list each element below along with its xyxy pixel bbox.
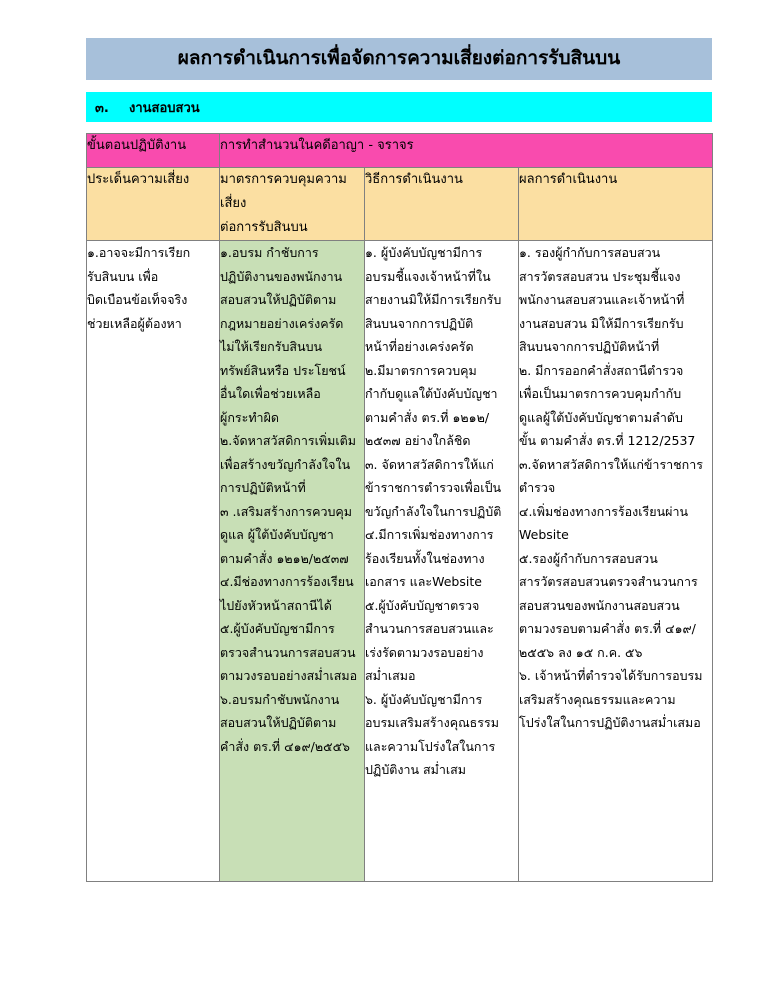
cell-method	[365, 241, 519, 882]
text-line: Website	[519, 527, 569, 543]
text-line: อบรมเสริมสร้างคุณธรรม	[365, 715, 499, 731]
text-line: ดูแลผู้ใต้บังคับบัญชาตามลำดับ	[519, 409, 683, 425]
text-line: สารวัตรสอบสวน ประชุมชี้แจง	[519, 268, 681, 284]
header-result: ผลการดำเนินงาน	[519, 168, 713, 241]
page-title: ผลการดำเนินการเพื่อจัดการความเสี่ยงต่อการรับสินบน	[177, 47, 621, 70]
table-header-row-top	[87, 134, 713, 168]
text-line: ๓.จัดหาสวัสดิการให้แก่ข้าราชการ	[519, 456, 703, 472]
text-line: ร้องเรียนทั้งในช่องทาง	[365, 550, 485, 566]
text-line: ตามวงรอบตามคำสั่ง ตร.ที่ ๔๑๙/	[519, 621, 696, 637]
text-line: พนักงานสอบสวนและเจ้าหน้าที่	[519, 292, 685, 308]
cell-risk-issue	[87, 241, 220, 882]
header-control-measure-line1: มาตรการควบคุมความเสี่ยง	[220, 172, 347, 212]
text-line: สารวัตรสอบสวนตรวจสำนวนการ	[519, 574, 698, 590]
text-line: เอกสาร และWebsite	[365, 574, 482, 590]
text-line: ปฏิบัติงานของพนักงาน	[220, 268, 343, 284]
section-heading-bar	[86, 92, 712, 122]
text-line: โปร่งใสในการปฏิบัติงานสม่ำเสมอ	[519, 715, 701, 731]
section-number: ๓.	[95, 100, 109, 116]
text-line: ตามคำสั่ง ๑๒๑๒/๒๕๓๗	[220, 550, 349, 566]
text-line: ๒๕๓๗ อย่างใกล้ชิด	[365, 433, 471, 449]
header-risk-issue: ประเด็นความเสี่ยง	[87, 168, 220, 241]
text-line: อบรมชี้แจงเจ้าหน้าที่ใน	[365, 268, 491, 284]
header-method: วิธีการดำเนินงาน	[365, 168, 519, 241]
header-control-measure-line2: ต่อการรับสินบน	[220, 220, 308, 236]
text-line: ๒.มีมาตรการควบคุม	[365, 362, 477, 378]
text-line: บิดเบือนข้อเท็จจริง	[87, 292, 188, 308]
text-line: ๖.อบรมกำชับพนักงาน	[220, 691, 340, 707]
text-line: ขวัญกำลังใจในการปฏิบัติ	[365, 503, 502, 519]
header-case-work: การทำสำนวนในคดีอาญา - จราจร	[220, 134, 713, 168]
text-line: ๕.รองผู้กำกับการสอบสวน	[519, 550, 658, 566]
text-line: สอบสวนให้ปฏิบัติตาม	[220, 292, 337, 308]
text-line: ตำรวจ	[519, 480, 556, 496]
text-line: ตามวงรอบอย่างสม่ำเสมอ	[220, 668, 358, 684]
text-line: ๕.ผู้บังคับบัญชาตรวจ	[365, 597, 480, 613]
text-line: สายงานมิให้มีการเรียกรับ	[365, 292, 502, 308]
section-label: งานสอบสวน	[129, 100, 200, 116]
text-line: ๑.อาจจะมีการเรียก	[87, 245, 191, 261]
cell-control-measure	[220, 241, 365, 882]
text-line: ตรวจสำนวนการสอบสวน	[220, 644, 356, 660]
text-line: ข้าราชการตำรวจเพื่อเป็น	[365, 480, 502, 496]
header-process-step: ขั้นตอนปฏิบัติงาน	[87, 134, 220, 168]
text-line: ไม่ให้เรียกรับสินบน	[220, 339, 323, 355]
text-line: เพื่อสร้างขวัญกำลังใจใน	[220, 456, 351, 472]
text-line: เพื่อเป็นมาตรการควบคุมกำกับ	[519, 386, 682, 402]
text-line: ดูแล ผู้ใต้บังคับบัญชา	[220, 527, 334, 543]
text-line: งานสอบสวน มิให้มีการเรียกรับ	[519, 315, 684, 331]
text-line: กำกับดูแลใต้บังคับบัญชา	[365, 386, 498, 402]
text-line: ทรัพย์สินหรือ ประโยชน์	[220, 362, 346, 378]
text-line: ปฏิบัติงาน สม่ำเสม	[365, 762, 467, 778]
text-line: การปฏิบัติหน้าที่	[220, 480, 306, 496]
text-line: ๓. จัดหาสวัสดิการให้แก่	[365, 456, 494, 472]
text-line: สอบสวนให้ปฏิบัติตาม	[220, 715, 337, 731]
text-line: สำนวนการสอบสวนและ	[365, 621, 494, 637]
text-line: รับสินบน เพื่อ	[87, 268, 159, 284]
text-line: ช่วยเหลือผู้ต้องหา	[87, 315, 182, 331]
text-line: ขั้น ตามคำสั่ง ตร.ที่ 1212/2537	[519, 433, 696, 449]
text-line: ไปยังหัวหน้าสถานีได้	[220, 597, 332, 613]
text-line: คำสั่ง ตร.ที่ ๔๑๙/๒๕๕๖	[220, 738, 350, 754]
text-line: เร่งรัดตามวงรอบอย่าง	[365, 644, 484, 660]
text-line: ๒. มีการออกคำสั่งสถานีตำรวจ	[519, 362, 684, 378]
text-line: ๑. ผู้บังคับบัญชามีการ	[365, 245, 483, 261]
text-line: ๔.มีช่องทางการร้องเรียน	[220, 574, 354, 590]
text-line: ๕.ผู้บังคับบัญชามีการ	[220, 621, 335, 637]
text-line: ๔.เพิ่มช่องทางการร้องเรียนผ่าน	[519, 503, 689, 519]
text-line: ๔.มีการเพิ่มช่องทางการ	[365, 527, 494, 543]
text-line: เสริมสร้างคุณธรรมและความ	[519, 691, 676, 707]
risk-management-table	[86, 133, 713, 882]
text-line: สินบนจากการปฏิบัติหน้าที่	[519, 339, 660, 355]
text-line: ๖. ผู้บังคับบัญชามีการ	[365, 691, 483, 707]
text-line: ๑.อบรม กำชับการ	[220, 245, 319, 261]
text-line: และความโปร่งใสในการ	[365, 738, 496, 754]
document-title-banner	[86, 38, 712, 80]
text-line: ตามคำสั่ง ตร.ที่ ๑๒๑๒/	[365, 409, 490, 425]
text-line: ๑. รองผู้กำกับการสอบสวน	[519, 245, 661, 261]
text-line: อื่นใดเพื่อช่วยเหลือ	[220, 386, 321, 402]
cell-result	[519, 241, 713, 882]
header-control-measure	[220, 168, 365, 241]
text-line: สอบสวนของพนักงานสอบสวน	[519, 597, 680, 613]
table-header-row-sub	[87, 168, 713, 241]
text-line: หน้าที่อย่างเคร่งครัด	[365, 339, 474, 355]
text-line: ๓ .เสริมสร้างการควบคุม	[220, 503, 353, 519]
text-line: ผู้กระทำผิด	[220, 409, 280, 425]
text-line: สม่ำเสมอ	[365, 668, 416, 684]
table-row	[87, 241, 713, 882]
text-line: กฎหมายอย่างเคร่งครัด	[220, 315, 344, 331]
text-line: ๖. เจ้าหน้าที่ตำรวจได้รับการอบรม	[519, 668, 703, 684]
text-line: ๒๕๕๖ ลง ๑๕ ก.ค. ๕๖	[519, 644, 643, 660]
text-line: ๒.จัดหาสวัสดิการเพิ่มเติม	[220, 433, 356, 449]
text-line: สินบนจากการปฏิบัติ	[365, 315, 474, 331]
